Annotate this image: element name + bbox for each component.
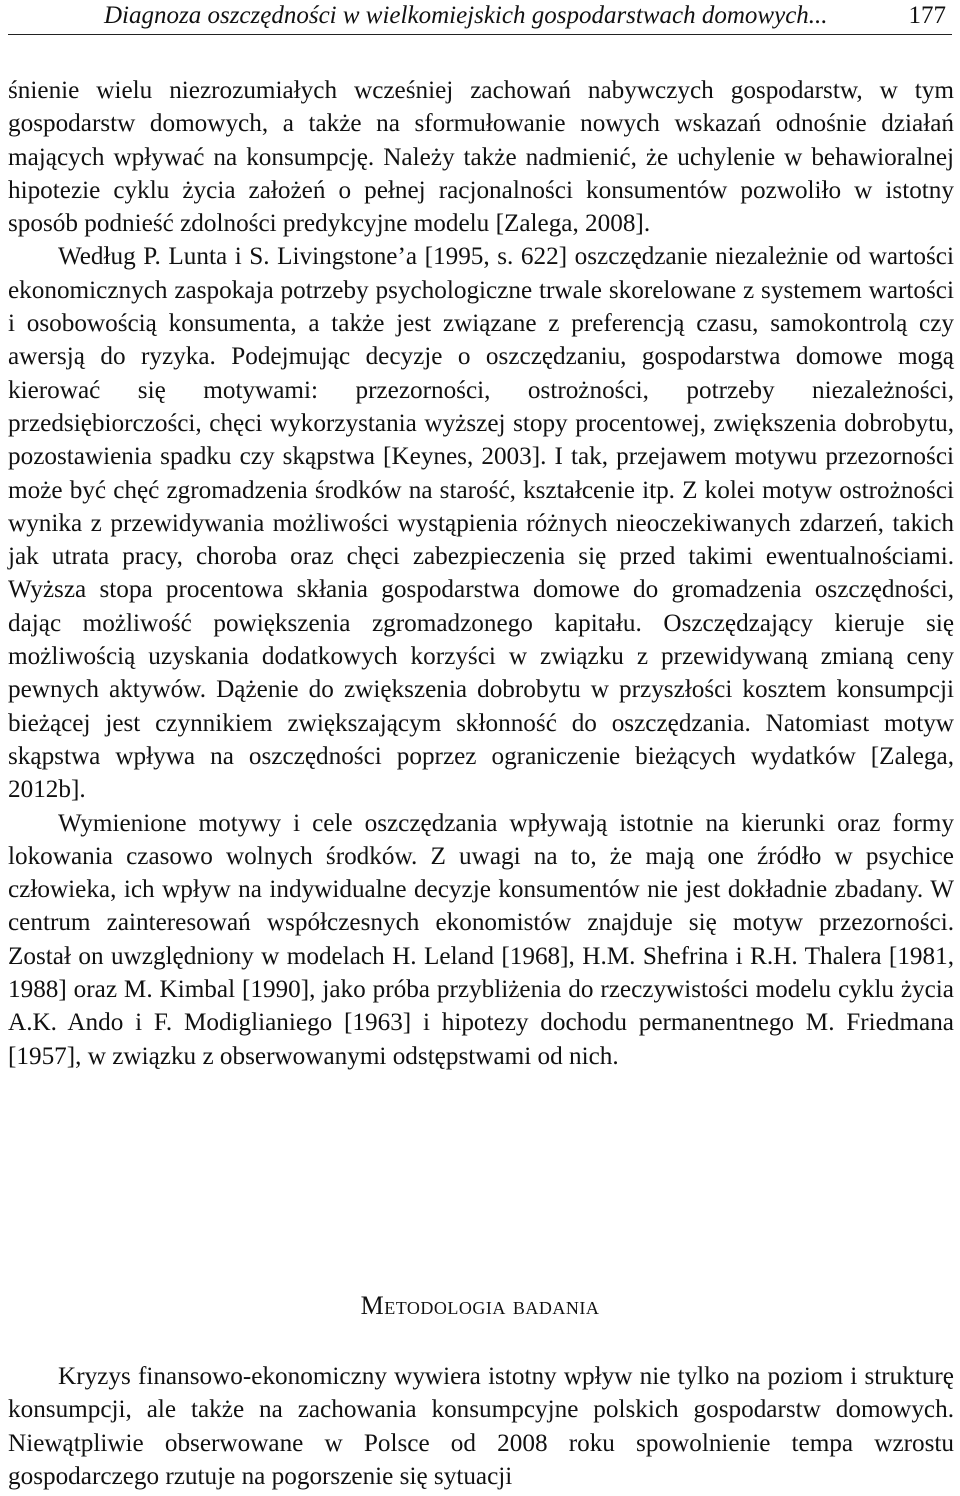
section-body-text — [8, 1360, 954, 1493]
paragraph-continuation: śnienie wielu niezrozumiałych wcześniej zachowań nabywczych gospodarstw, w tym gospodarstw domowych, a także na sformułowanie nowych wskazań odnośnie działań mających wpływać na konsumpcję. Należy także nadmienić, że uchylenie w behawioralnej hipotezie cyklu życia założeń o pełnej racjonalności konsumentów pozwoliło w istotny sposób podnieść zdolności predykcyjne modelu [Zalega, 2008]. — [8, 77, 954, 238]
page-number: 177 — [908, 2, 946, 29]
paragraph-precaution-motive: Wymienione motywy i cele oszczędzania wpływają istotnie na kierunki oraz formy lokowania czasowo wolnych środków. Z uwagi na to, że mają one źródło w psychice człowieka, ich wpływ na indywidualne decyzje konsumentów nie jest dokładnie zbadany. W centrum zainteresowań współczesnych ekonomistów znajduje się motyw przezorności. Został on uwzględniony w modelach H. Leland [1968], H.M. Shefrina i R.H. Thalera [1981, 1988] oraz M. Kimbal [1990], jako próba przybliżenia do rzeczywistości modelu cyklu życia A.K. Ando i F. Modiglianiego [1963] i hipotezy dochodu permanentnego M. Friedmana [1957], w związku z obserwowanymi odstępstwami od nich. — [8, 809, 954, 1070]
paragraph-saving-motives: Według P. Lunta i S. Livingstone’a [1995, s. 622] oszczędzanie niezależnie od wartości ekonomicznych zaspokaja potrzeby psychologiczne trwale skorelowane z systemem wartości i osobowością konsumenta, a także jest związane z preferencją czasu, samokontrolą czy awersją do ryzyka. Podejmując decyzje o oszczędzaniu, gospodarstwa domowe mogą kierować się motywami: przezorności, ostrożności, potrzeby niezależności, przedsiębiorczości, chęci wykorzystania wyższej stopy procentowej, zwiększenia dobrobytu, pozostawienia spadku czy skąpstwa [Keynes, 2003]. I tak, przejawem motywu przezorności może być chęć zgromadzenia środków na starość, kształcenie itp. Z kolei motyw ostrożności wynika z przewidywania możliwości wystąpienia różnych nieoczekiwanych zdarzeń, takich jak utrata pracy, choroba oraz chęci zabezpieczenia się przed takimi ewentualnościami. Wyższa stopa procentowa skłania gospodarstwa domowe do gromadzenia oszczędności, dając możliwość powiększenia zgromadzonego kapitału. Oszczędzający kieruje się możliwością uzyskania dodatkowych korzyści w związku z przewidywaną zmianą ceny pewnych aktywów. Dążenie do zwiększenia dobrobytu w przyszłości kosztem konsumpcji bieżącej jest czynnikiem zwiększającym skłonność do oszczędzania. Natomiast motyw skąpstwa wpływa na oszczędności poprzez ograniczenie bieżących wydatków [Zalega, 2012b]. — [8, 243, 954, 804]
body-text-block — [8, 74, 954, 1073]
paragraph-crisis: Kryzys finansowo-ekonomiczny wywiera istotny wpływ nie tylko na poziom i strukturę konsumpcji, ale także na zachowania konsumpcyjne polskich gospodarstw domowych. Niewątpliwie obserwowane w Polsce od 2008 roku spowolnienie tempa wzrostu gospodarczego rzutuje na pogorszenie się sytuacji — [8, 1363, 954, 1490]
section-heading: Metodologia badania — [360, 1291, 600, 1320]
running-title: Diagnoza oszczędności w wielkomiejskich gospodarstwach domowych... — [104, 2, 828, 29]
running-header — [8, 0, 952, 35]
